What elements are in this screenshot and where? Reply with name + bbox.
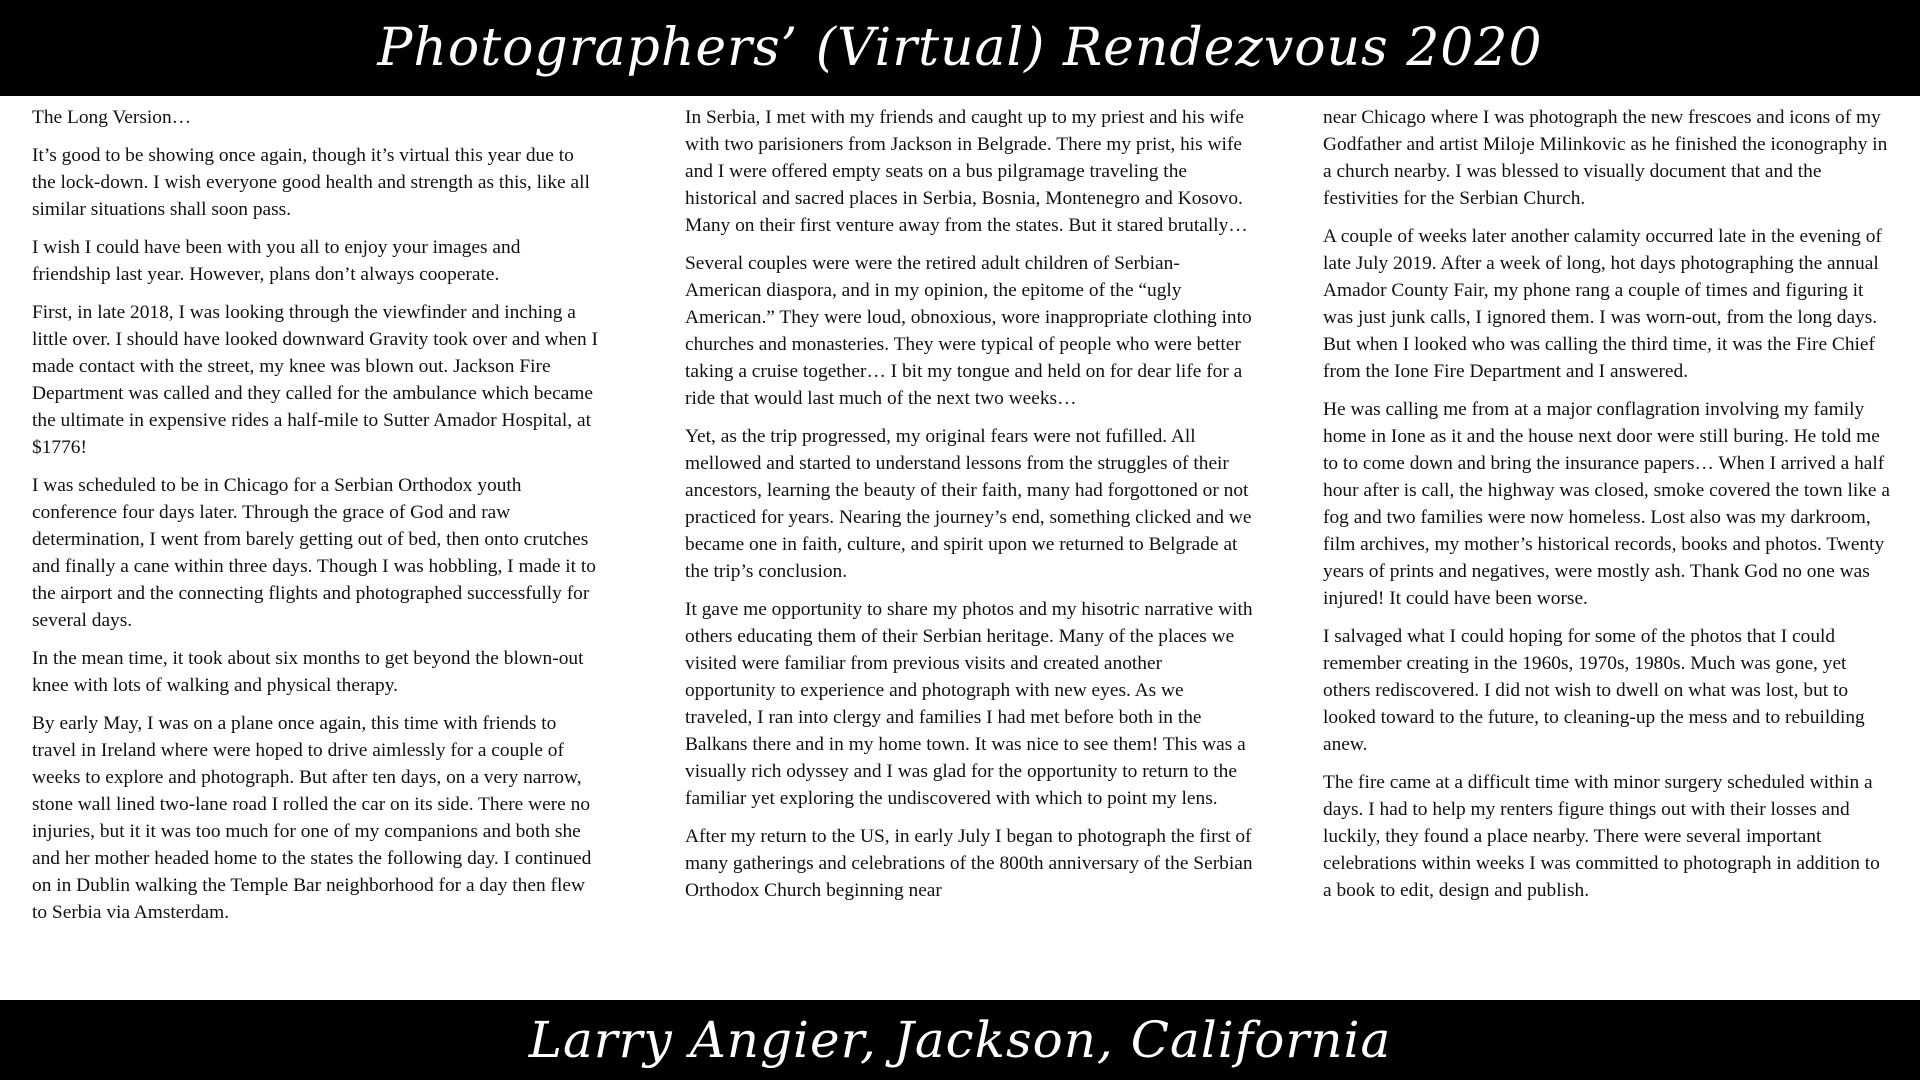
column-2 [685,104,1255,994]
paragraph: It’s good to be showing once again, though it’s virtual this year due to the lock-down. I wish everyone good health and strength as this, like all similar situations shall soon pass. [32,145,590,220]
paragraph: First, in late 2018, I was looking through the viewfinder and inching a little over. I should have looked downward Gravity took over and when I made contact with the street, my knee was blown out. Jackson Fire Department was called and they called for the ambulance which became the ultimate in expensive rides a half-mile to Sutter Amador Hospital, at $1776! [32,302,598,458]
paragraph: Several couples were were the retired adult children of Serbian-American diaspora, and in my opinion, the epitome of the “ugly American.” They were loud, obnoxious, wore inappropriate clothing into churches and monasteries. They were typical of people who were better taking a cruise together… I bit my tongue and held on for dear life for a ride that would last much of the next two weeks… [685,253,1252,409]
paragraph: I was scheduled to be in Chicago for a Serbian Orthodox youth conference four days later. Through the grace of God and raw determination, I went from barely getting out of bed, then onto crutches and finally a cane within three days. Though I was hobbling, I made it to the airport and the connecting flights and photographed successfully for several days. [32,475,596,631]
paragraph: After my return to the US, in early July I began to photograph the first of many gatherings and celebrations of the 800th anniversary of the Serbian Orthodox Church beginning near [685,826,1253,901]
paragraph: near Chicago where I was photograph the new frescoes and icons of my Godfather and artist Miloje Milinkovic as he finished the iconography in a church nearby. I was blessed to visually document that and the festivities for the Serbian Church. [1323,107,1888,209]
column-1 [32,104,602,994]
article-body [0,104,1920,994]
page-title: Photographers’ (Virtual) Rendezvous 2020 [377,18,1543,78]
paragraph: I salvaged what I could hoping for some of the photos that I could remember creating in the 1960s, 1970s, 1980s. Much was gone, yet others rediscovered. I did not wish to dwell on what was lost, but to looked toward to the future, to cleaning-up the mess and to rebuilding anew. [1323,626,1865,755]
paragraph: It gave me opportunity to share my photos and my hisotric narrative with others educating them of their Serbian heritage. Many of the places we visited were familiar from previous visits and created another opportunity to experience and photograph with new eyes. As we traveled, I ran into clergy and families I had met before both in the Balkans there and in my home town. It was nice to see them! This was a visually rich odyssey and I was glad for the opportunity to return to the familiar yet exploring the undiscovered with which to point my lens. [685,599,1253,809]
paragraph: Yet, as the trip progressed, my original fears were not fufilled. All mellowed and started to understand lessons from the struggles of their ancestors, learning the beauty of their faith, many had forgottoned or not practiced for years. Nearing the journey’s end, something clicked and we became one in faith, culture, and spirit upon we returned to Belgrade at the trip’s conclusion. [685,426,1252,582]
paragraph: In Serbia, I met with my friends and caught up to my priest and his wife with two parisioners from Jackson in Belgrade. There my prist, his wife and I were offered empty seats on a bus pilgramage traveling the historical and sacred places in Serbia, Bosnia, Montenegro and Kosovo. Many on their first venture away from the states. But it stared brutally… [685,107,1248,236]
header-banner [0,0,1920,96]
paragraph: In the mean time, it took about six months to get beyond the blown-out knee with lots of walking and physical therapy. [32,648,584,696]
paragraph: I wish I could have been with you all to enjoy your images and friendship last year. However, plans don’t always cooperate. [32,237,521,285]
paragraph: He was calling me from at a major conflagration involving my family home in Ione as it and the house next door were still buring. He told me to to come down and bring the insurance papers… When I arrived a half hour after is call, the highway was closed, smoke covered the town like a fog and two families were now homeless. Lost also was my darkroom, film archives, my mother’s historical records, books and photos. Twenty years of prints and negatives, were mostly ash. Thank God no one was injured! It could have been worse. [1323,399,1890,609]
column-3 [1323,104,1893,994]
paragraph: The fire came at a difficult time with minor surgery scheduled within a days. I had to help my renters figure things out with their losses and luckily, they found a place nearby. There were several important celebrations within weeks I was committed to photograph in addition to a book to edit, design and publish. [1323,772,1880,901]
author-byline: Larry Angier, Jackson, California [528,1011,1392,1069]
footer-banner [0,1000,1920,1080]
paragraph: A couple of weeks later another calamity occurred late in the evening of late July 2019. After a week of long, hot days photographing the annual Amador County Fair, my phone rang a couple of times and figuring it was just junk calls, I ignored them. I was worn-out, from the long days. But when I looked who was calling the third time, it was the Fire Chief from the Ione Fire Department and I answered. [1323,226,1882,382]
paragraph: The Long Version… [32,107,192,128]
paragraph: By early May, I was on a plane once again, this time with friends to travel in Ireland where were hoped to drive aimlessly for a couple of weeks to explore and photograph. But after ten days, on a very narrow, stone wall lined two-lane road I rolled the car on its side. There were no injuries, but it it was too much for one of my companions and both she and her mother headed home to the states the following day. I continued on in Dublin walking the Temple Bar neighborhood for a day then flew to Serbia via Amsterdam. [32,713,592,923]
